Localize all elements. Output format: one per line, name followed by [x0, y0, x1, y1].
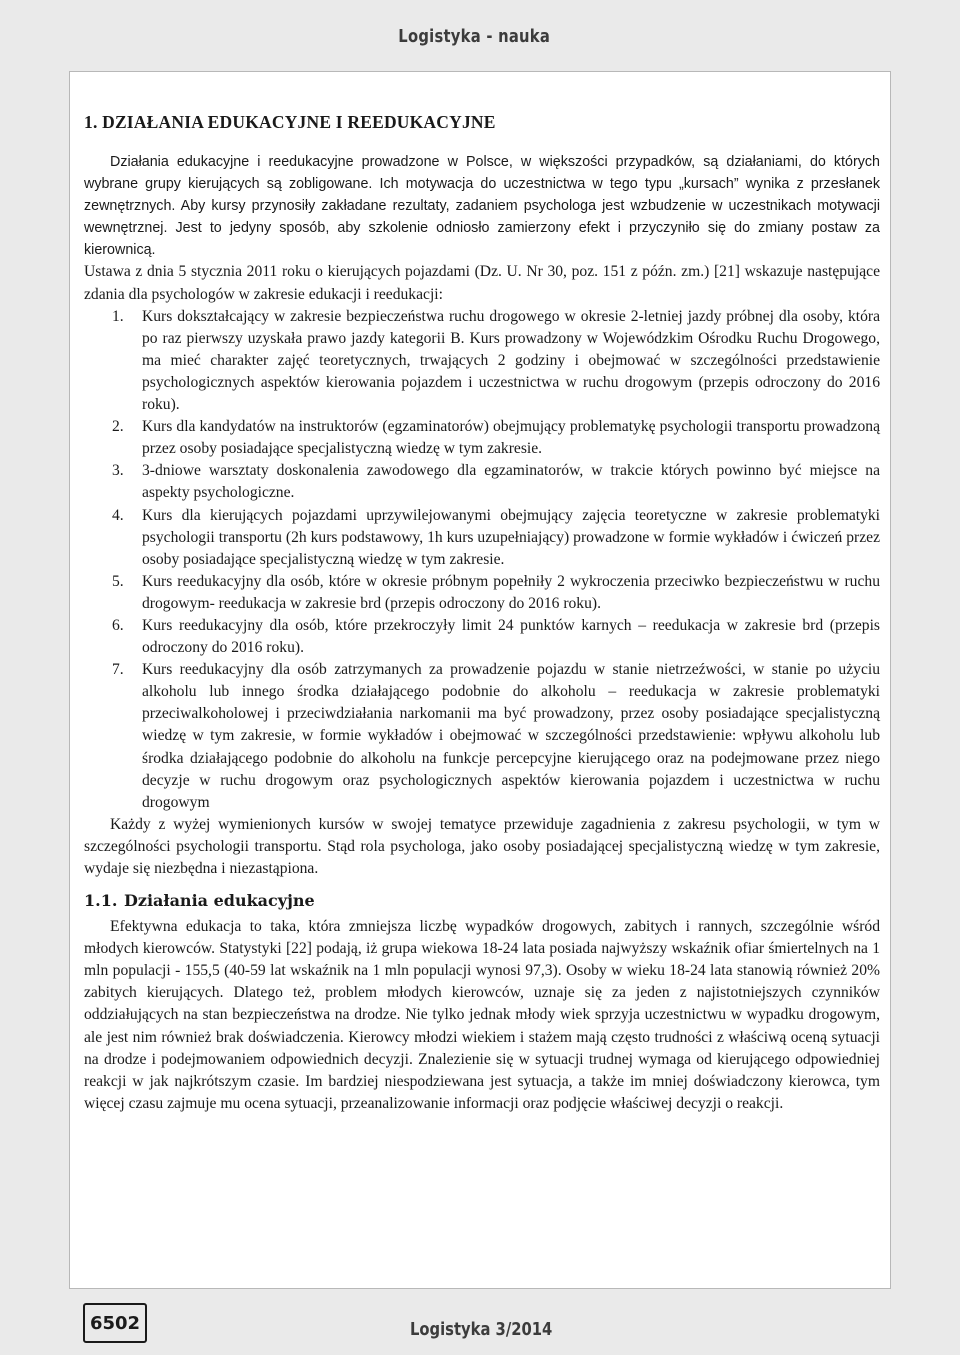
list-item-text: 3-dniowe warsztaty doskonalenia zawodowego dla egzaminatorów, w trakcie których powinno być miejsce na aspekty psychologiczne.	[142, 462, 880, 502]
subsection-body: Efektywna edukacja to taka, która zmniejsza liczbę wypadków drogowych, zabitych i rannych, szczególnie wśród młodych kierowców. Statystyki [22] podają, iż grupa wiekowa 18-24 lata posiada najwyższy wskaźnik ofiar śmiertelnych na 1 mln populacji - 155,5 (40-59 lat wskaźnik na 1 mln populacji wynosi 97,3). Osoby w wieku 18-24 lata stanowią również 20% zabitych kierujących. Dlatego też, problem młodych kierowców, uznaje się za jeden z najistotniejszych czynników oddziałujących na stan bezpieczeństwa na drodze. Nie tylko jednak młody wiek sprzyja uczestnictwu w wypadku drogowym, ale jest nim również brak doświadczenia. Kierowcy młodzi wiekiem i stażem mają często trudności z właściwą oceną sytuacji na drodze i podejmowaniem odpowiednich decyzji. Znalezienie się w sytuacji trudnej wymaga od kierującego odpowiedniej reakcji w jak najkrótszym czasie. Im bardziej niespodziewana jest sytuacja, a także im mniej doświadczony kierowca, tym więcej czasu zajmuje mu ocena sytuacji, przeanalizowanie informacji oraz podjęcie właściwej decyzji o reakcji.	[84, 918, 880, 1112]
list-item	[84, 460, 880, 504]
subsection-number: 1.1.	[84, 891, 118, 911]
list-item-text: Kurs dla kandydatów na instruktorów (egzaminatorów) obejmujący problematykę psychologii transportu prowadzoną przez osoby posiadające specjalistyczną wiedzę w tym zakresie.	[142, 418, 880, 458]
subsection-title: Działania edukacyjne	[124, 891, 315, 911]
list-item-number: 7.	[112, 661, 124, 679]
courses-list	[84, 306, 880, 814]
article-content	[84, 112, 880, 1115]
summary-paragraph: Każdy z wyżej wymienionych kursów w swojej tematyce przewiduje zagadnienia z zakresu psychologii, w tym w szczególności psychologii transportu. Stąd rola psychologa, jako osoby posiadającej specjalistyczną wiedzę w tym zakresie, wydaje się niezbędna i niezastąpiona.	[84, 815, 880, 877]
list-item-text: Kurs dla kierujących pojazdami uprzywilejowanymi obejmujący zajęcia teoretyczne w zakresie problematyki psychologii transportu (2h kurs podstawowy, 1h kurs uzupełniający) prowadzone w formie wykładów i ćwiczeń przez osoby posiadające specjalistyczną wiedzę w tym zakresie.	[142, 506, 880, 568]
list-item-text: Kurs reedukacyjny dla osób, które w okresie próbnym popełniły 2 wykroczenia przeciwko bezpieczeństwu w ruchu drogowym- reedukacja w zakresie brd (przepis odroczony do 2016 roku).	[142, 572, 880, 612]
list-item-number: 4.	[112, 506, 124, 524]
page-number-box	[83, 1303, 147, 1343]
list-item-number: 2.	[112, 418, 124, 436]
list-item-number: 1.	[112, 307, 124, 325]
subsection-heading	[84, 890, 880, 912]
list-item-text: Kurs reedukacyjny dla osób zatrzymanych za prowadzenie pojazdu w stanie nietrzeźwości, w stanie po użyciu alkoholu lub innego środka działającego podobnie do alkoholu – reedukacja w zakresie problematyki przeciwalkoholowej i przeciwdziałania narkomanii ma być prowadzony, przez osoby posiadające specjalistyczną wiedzę w tym zakresie, w formie wykładów i obejmować w szczególności przedstawienie: wpływu alkoholu lub środka działającego podobnie do alkoholu na funkcje percepcyjne kierującego oraz na podejmowane przez niego decyzje w ruchu drogowym oraz psychologicznych aspektów kierowania pojazdem i uczestnictwa w ruchu drogowym	[142, 661, 880, 811]
list-item	[84, 416, 880, 460]
list-item-text: Kurs reedukacyjny dla osób, które przekroczyły limit 24 punktów karnych – reedukacja w zakresie brd (przepis odroczony do 2016 roku).	[142, 616, 880, 657]
section-heading: 1. DZIAŁANIA EDUKACYJNE I REEDUKACYJNE	[84, 112, 496, 132]
list-item	[84, 505, 880, 571]
list-item	[84, 571, 880, 615]
journal-issue: Logistyka 3/2014	[410, 1319, 553, 1340]
list-item-text: Kurs dokształcający w zakresie bezpieczeństwa ruchu drogowego w okresie 2-letniej jazdy próbnej dla osoby, która po raz pierwszy uzyskała prawo jazdy kategorii B. Kurs prowadzony w Wojewódzkim Ośrodku Ruchu Drogowego, ma mieć charakter zajęć teoretycznych, trwających 2 godziny i obejmować w szczególności przedstawienie psychologicznych aspektów kierowania pojazdem i uczestnictwa w ruchu drogowym (przepis odroczony do 2016 roku).	[142, 307, 880, 414]
list-item	[84, 615, 880, 659]
list-item-number: 5.	[112, 572, 124, 590]
page-sheet	[69, 71, 891, 1289]
law-intro-paragraph: Ustawa z dnia 5 stycznia 2011 roku o kierujących pojazdami (Dz. U. Nr 30, poz. 151 z późn. zm.) [21] wskazuje następujące zdania dla psychologów w zakresie edukacji i reedukacji:	[84, 263, 880, 303]
list-item	[84, 306, 880, 416]
list-item	[84, 659, 880, 814]
list-item-number: 6.	[112, 616, 124, 634]
intro-paragraph: Działania edukacyjne i reedukacyjne prowadzone w Polsce, w większości przypadków, są działaniami, do których wybrane grupy kierujących są zobligowane. Ich motywacja do uczestnictwa w tego typu „kursach” wynika z przesłanek zewnętrznych. Aby kursy przynosiły zakładane rezultaty, zadaniem psychologa jest wzbudzenie w uczestnikach motywacji wewnętrznej. Jest to jedyny sposób, aby szkolenie odniosło zamierzony efekt i przyczyniło się do zmiany postaw za kierownicą.	[84, 154, 880, 259]
page-number: 6502	[89, 1312, 141, 1334]
running-title: Logistyka - nauka	[398, 26, 550, 47]
list-item-number: 3.	[112, 462, 124, 480]
